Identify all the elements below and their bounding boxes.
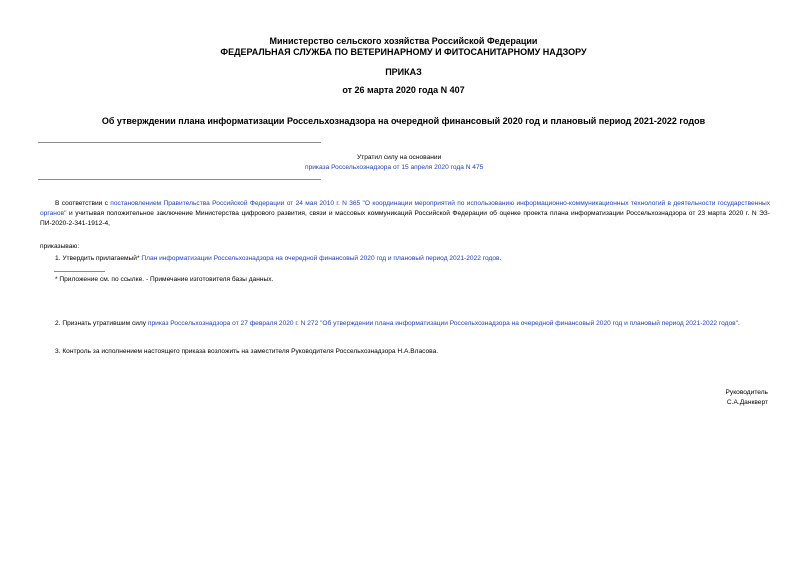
item-2: 2. Признать утратившим силу приказ Россельхознадзора от 27 февраля 2020 г. N 272 "Об утверждении плана информатизации Россельхознадзора на очередной финансовый 2020 год и плановый период 2021-2022 годов".: [55, 320, 740, 327]
footnote-divider: [54, 271, 105, 272]
document-date-number: от 26 марта 2020 года N 407: [342, 85, 465, 95]
status-top-divider: [38, 142, 321, 143]
plan-link[interactable]: План информатизации Россельхознадзора на очередной финансовый 2020 год и плановый период 2021-2022 годов: [141, 255, 500, 262]
decree-365-link[interactable]: постановлением Правительства Российской Федерации от 24 мая 2010 г. N 365 "О координации мероприятий по использованию информационно-коммуникационных технологий в деятельности государственных органов": [40, 200, 770, 217]
status-repeal-link[interactable]: приказа Россельхознадзора от 15 апреля 2020 года N 475: [305, 164, 484, 171]
service-name: ФЕДЕРАЛЬНАЯ СЛУЖБА ПО ВЕТЕРИНАРНОМУ И ФИТОСАНИТАРНОМУ НАДЗОРУ: [220, 47, 587, 57]
item-1: 1. Утвердить прилагаемый* План информатизации Россельхознадзора на очередной финансовый 2020 год и плановый период 2021-2022 годов.: [55, 255, 502, 262]
ministry-name: Министерство сельского хозяйства Российской Федерации: [269, 36, 538, 46]
signature-position: Руководитель: [725, 389, 768, 396]
item-3: 3. Контроль за исполнением настоящего приказа возложить на заместителя Руководителя Россельхознадзора Н.А.Власова.: [55, 348, 439, 355]
status-label: Утратил силу на основании: [357, 154, 442, 161]
preamble-paragraph: В соответствии с постановлением Правительства Российской Федерации от 24 мая 2010 г. N 365 "О координации мероприятий по использованию информационно-коммуникационных технологий в деятельности государственных органов" и учитывая положительное заключение Министерства цифрового развития, связи и массовых коммуникаций Российской Федерации об оценке проекта плана информатизации Россельхознадзора от 23 марта 2020 г. N ЭЗ-ПИ-2020-2-341-1912-4,: [40, 200, 770, 227]
document-type: ПРИКАЗ: [385, 67, 422, 77]
order-272-link[interactable]: приказ Россельхознадзора от 27 февраля 2020 г. N 272 "Об утверждении плана информатизации Россельхознадзора на очередной финансовый 2020 год и плановый период 2021-2022 годов": [147, 320, 739, 327]
order-word: приказываю:: [40, 243, 80, 250]
footnote: * Приложение см. по ссылке. - Примечание изготовителя базы данных.: [55, 276, 274, 283]
status-bottom-divider: [38, 179, 321, 180]
document-title: Об утверждении плана информатизации Россельхознадзора на очередной финансовый 2020 год и плановый период 2021-2022 годов: [101, 116, 706, 126]
signature-name: С.А.Данкверт: [726, 399, 768, 406]
